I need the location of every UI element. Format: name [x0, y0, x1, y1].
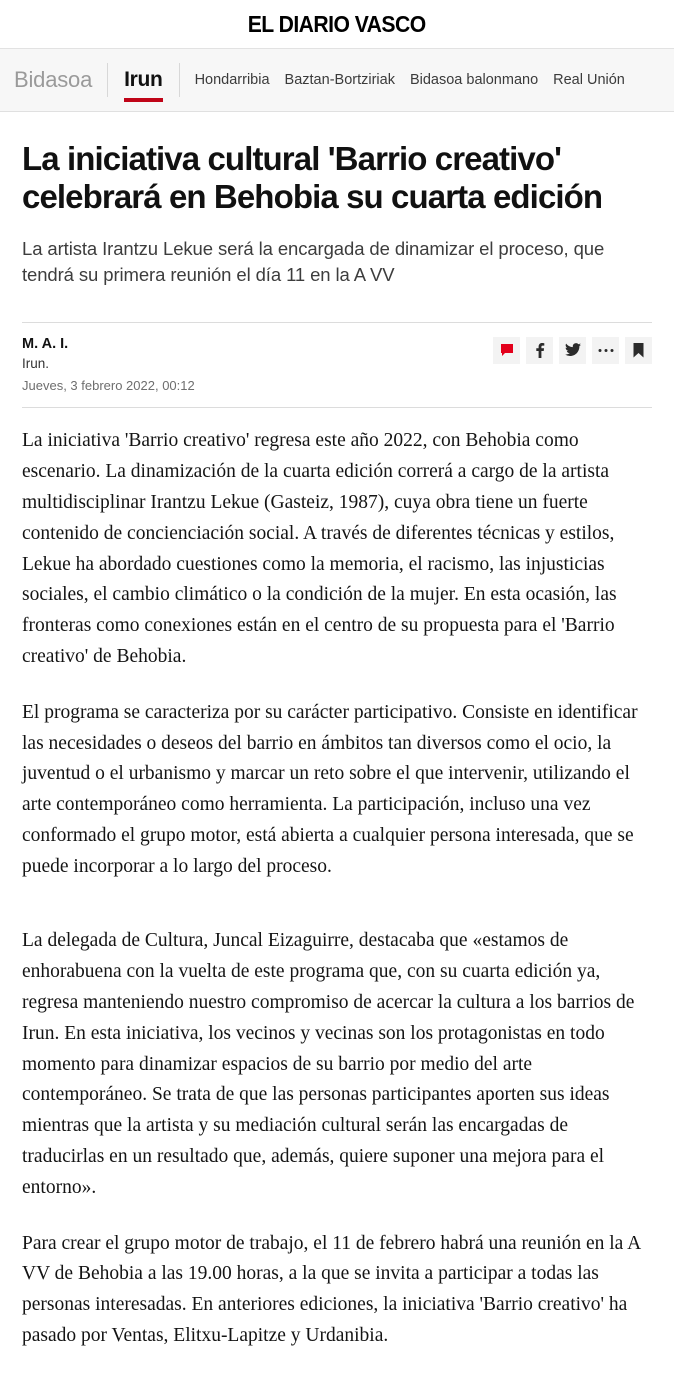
article-paragraph: El programa se caracteriza por su carácter participativo. Consiste en identificar las necesidades o deseos del barrio en ámbitos tan diversos como el ocio, la juventud o el urbanismo y marcar un reto sobre el que intervenir, utilizando el arte contemporáneo como herramienta. La participación, incluso una vez conformado el grupo motor, está abierta a cualquier persona interesada, que se puede incorporar a lo largo del proceso. [22, 701, 638, 877]
share-toolbar [493, 334, 652, 364]
article-paragraph: La iniciativa 'Barrio creativo' regresa este año 2022, con Behobia como escenario. La dinamización de la cuarta edición correrá a cargo de la artista multidisciplinar Irantzu Lekue (Gasteiz, 1987), cuya obra tiene un fuerte contenido de concienciación social. A través de diferentes técnicas y estilos, Lekue ha abordado cuestiones como la memoria, el racismo, las injusticias sociales, el cambio climático o la condición de la mujer. En esta ocasión, las fronteras como conexiones están en el centro de su propuesta para el 'Barrio creativo' de Behobia. [22, 430, 617, 667]
nav-item-bidasoa-balonmano[interactable]: Bidasoa balonmano [409, 72, 539, 88]
article-meta [22, 323, 652, 408]
article [0, 140, 674, 1352]
twitter-share-button[interactable] [559, 337, 586, 364]
article-paragraph: Para crear el grupo motor de trabajo, el 11 de febrero habrá una reunión en la A VV de Behobia a las 19.00 horas, a la que se invita a participar a todas las personas interesadas. En anteriores ediciones, la iniciativa 'Barrio creativo' ha pasado por Ventas, Elitxu-Lapitze y Urdanibia. [22, 1232, 641, 1347]
byline [22, 334, 195, 396]
site-logo[interactable]: EL DIARIO VASCO [248, 10, 426, 37]
more-options-icon [598, 348, 614, 353]
nav-active-indicator [124, 98, 162, 102]
masthead [0, 0, 674, 49]
nav-item-baztan-bortziriak[interactable]: Baztan-Bortziriak [284, 72, 395, 88]
nav-item-real-union[interactable]: Real Unión [553, 72, 625, 88]
bookmark-icon [633, 343, 644, 358]
article-standfirst: La artista Irantzu Lekue será la encargada de dinamizar el proceso, que tendrá su primera reunión el día 11 en la A VV [22, 238, 605, 286]
bookmark-button[interactable] [625, 337, 652, 364]
facebook-icon [533, 343, 547, 358]
comment-button[interactable] [493, 337, 520, 364]
nav-kicker-bidasoa[interactable]: Bidasoa [14, 67, 93, 92]
nav-item-irun-label: Irun [124, 68, 163, 91]
facebook-share-button[interactable] [526, 337, 553, 364]
byline-place: Irun. [22, 355, 50, 371]
section-nav [0, 49, 674, 112]
nav-item-irun[interactable] [108, 49, 178, 111]
page-title: La iniciativa cultural 'Barrio creativo' celebrará en Behobia su cuarta edición [22, 140, 603, 215]
comment-icon [500, 343, 514, 357]
nav-links [180, 72, 625, 88]
more-options-button[interactable] [592, 337, 619, 364]
byline-date: Jueves, 3 febrero 2022, 00:12 [22, 378, 195, 394]
article-paragraph: La delegada de Cultura, Juncal Eizaguirre, destacaba que «estamos de enhorabuena con la vuelta de este programa que, con su cuarta edición ya, regresa manteniendo nuestro compromiso de acercar la cultura a los barrios de Irun. En esta iniciativa, los vecinos y vecinas son los protagonistas en todo momento para dinamizar espacios de su barrio por medio del arte contemporáneo. Se trata de que las personas participantes aporten sus ideas mientras que la artista y su mediación cultural serán las encargadas de traducirlas en un resultado que, además, quiere suponer una mejora para el entorno». [22, 930, 635, 1198]
nav-item-hondarribia[interactable]: Hondarribia [194, 72, 270, 88]
byline-author[interactable]: M. A. I. [22, 335, 69, 352]
twitter-icon [565, 343, 581, 357]
article-body [22, 408, 652, 1352]
